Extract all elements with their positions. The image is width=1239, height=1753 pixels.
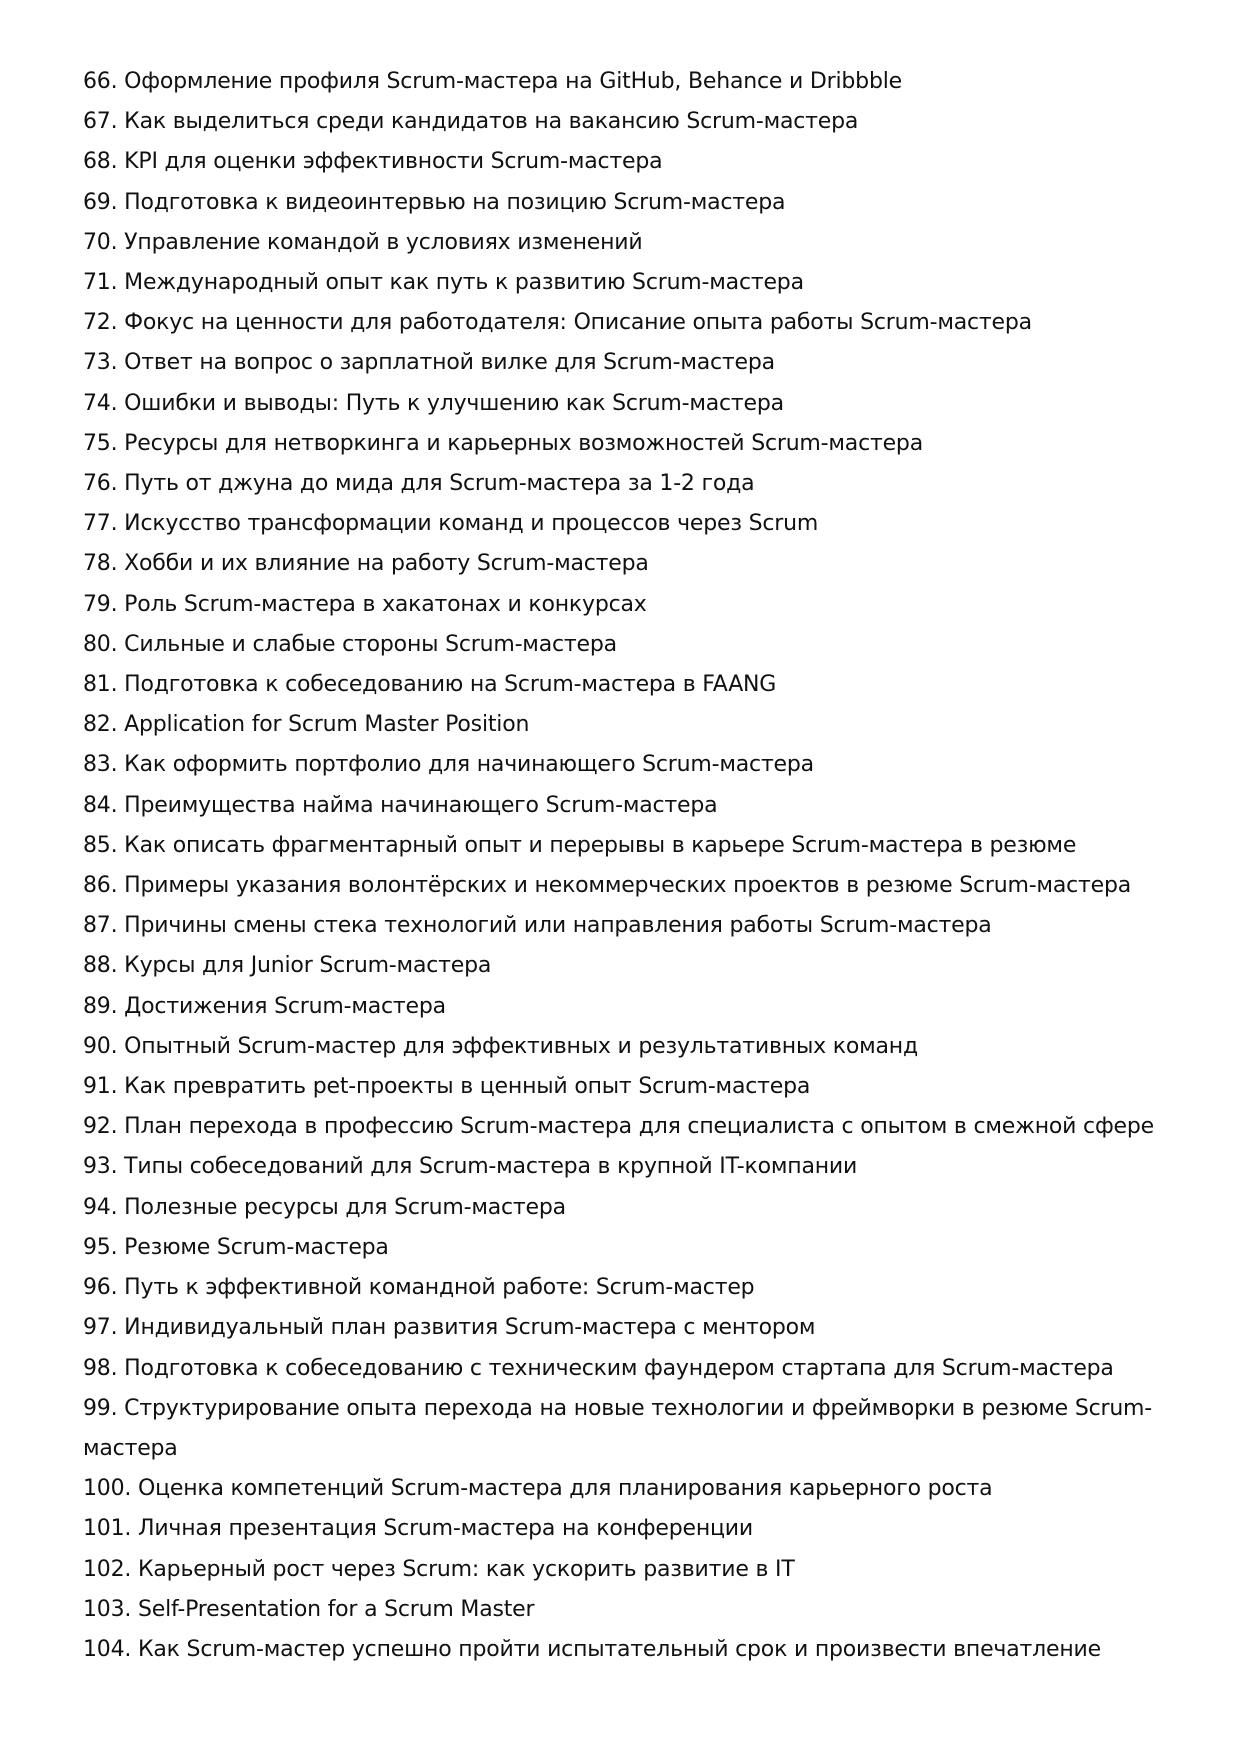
list-item: 79. Роль Scrum-мастера в хакатонах и конкурсах <box>83 591 647 617</box>
list-item: 102. Карьерный рост через Scrum: как ускорить развитие в IT <box>83 1556 795 1582</box>
list-item: 96. Путь к эффективной командной работе: Scrum-мастер <box>83 1275 755 1301</box>
list-item: 83. Как оформить портфолио для начинающего Scrum-мастера <box>83 752 814 778</box>
list-item: 70. Управление командой в условиях изменений <box>83 229 643 255</box>
list-item: 67. Как выделиться среди кандидатов на вакансию Scrum-мастера <box>83 109 859 135</box>
list-item: 101. Личная презентация Scrum-мастера на конференции <box>83 1516 753 1542</box>
list-item: 94. Полезные ресурсы для Scrum-мастера <box>83 1194 566 1220</box>
list-item: 90. Опытный Scrum-мастер для эффективных и результативных команд <box>83 1033 918 1059</box>
topic-list <box>83 62 1163 1670</box>
list-item: 71. Международный опыт как путь к развитию Scrum-мастера <box>83 270 804 296</box>
list-item: 98. Подготовка к собеседованию с техническим фаундером стартапа для Scrum-мастера <box>83 1355 1114 1381</box>
list-item: 93. Типы собеседований для Scrum-мастера в крупной IT-компании <box>83 1154 858 1180</box>
list-item: 89. Достижения Scrum-мастера <box>83 993 446 1019</box>
list-item: 82. Application for Scrum Master Position <box>83 712 530 738</box>
list-item: 100. Оценка компетенций Scrum-мастера для планирования карьерного роста <box>83 1476 993 1502</box>
list-item: 91. Как превратить pet-проекты в ценный опыт Scrum-мастера <box>83 1074 811 1100</box>
list-item: 72. Фокус на ценности для работодателя: Описание опыта работы Scrum-мастера <box>83 310 1032 336</box>
list-item: 84. Преимущества найма начинающего Scrum-мастера <box>83 792 718 818</box>
list-item: 74. Ошибки и выводы: Путь к улучшению как Scrum-мастера <box>83 390 784 416</box>
list-item: 88. Курсы для Junior Scrum-мастера <box>83 953 492 979</box>
list-item: 73. Ответ на вопрос о зарплатной вилке для Scrum-мастера <box>83 350 775 376</box>
list-item: 104. Как Scrum-мастер успешно пройти испытательный срок и произвести впечатление <box>83 1636 1101 1662</box>
list-item: 77. Искусство трансформации команд и процессов через Scrum <box>83 511 819 537</box>
list-item: 103. Self-Presentation for a Scrum Master <box>83 1596 535 1622</box>
list-item: 97. Индивидуальный план развития Scrum-мастера с ментором <box>83 1315 816 1341</box>
list-item: 81. Подготовка к собеседованию на Scrum-мастера в FAANG <box>83 672 777 698</box>
list-item: 87. Причины смены стека технологий или направления работы Scrum-мастера <box>83 913 992 939</box>
list-item: 66. Оформление профиля Scrum-мастера на GitHub, Behance и Dribbble <box>83 69 902 94</box>
list-item: 85. Как описать фрагментарный опыт и перерывы в карьере Scrum-мастера в резюме <box>83 832 1077 858</box>
list-item: 86. Примеры указания волонтёрских и некоммерческих проектов в резюме Scrum-мастера <box>83 873 1132 899</box>
list-item: 69. Подготовка к видеоинтервью на позицию Scrum-мастера <box>83 189 786 215</box>
list-item: 99. Структурирование опыта перехода на новые технологии и фреймворки в резюме Scrum-мастера <box>83 1395 1153 1461</box>
list-item: 76. Путь от джуна до мида для Scrum-мастера за 1-2 года <box>83 471 755 497</box>
list-item: 95. Резюме Scrum-мастера <box>83 1234 389 1260</box>
list-item: 78. Хобби и их влияние на работу Scrum-мастера <box>83 551 649 577</box>
list-item: 75. Ресурсы для нетворкинга и карьерных возможностей Scrum-мастера <box>83 430 923 456</box>
list-item: 68. KPI для оценки эффективности Scrum-мастера <box>83 149 663 175</box>
list-item: 92. План перехода в профессию Scrum-мастера для специалиста с опытом в смежной сфере <box>83 1114 1154 1140</box>
list-item: 80. Сильные и слабые стороны Scrum-мастера <box>83 631 617 657</box>
